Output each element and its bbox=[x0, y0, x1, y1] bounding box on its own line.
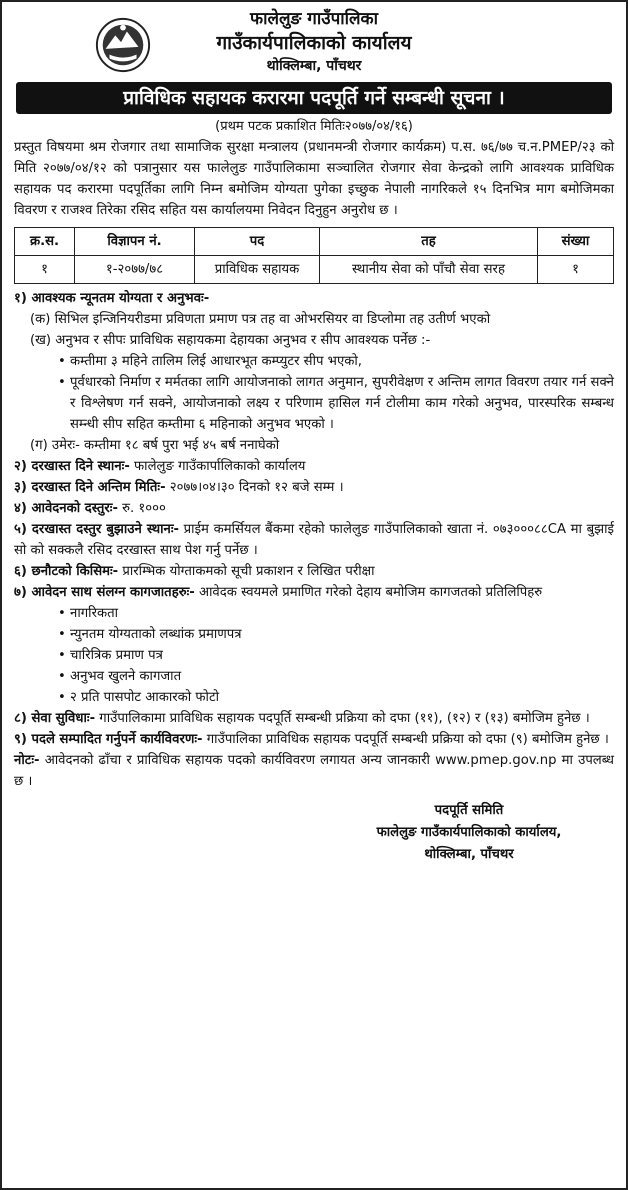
table-cell: १-२०७७/७८ bbox=[75, 255, 195, 283]
list-item: • न्युनतम योग्यताको लब्धांक प्रमाणपत्र bbox=[14, 624, 614, 645]
vacancy-table bbox=[14, 227, 614, 284]
note-text: आवेदनको ढाँचा र प्राविधिक सहायक पदको कार्यविवरण लगायत अन्य जानकारी www.pmep.gov.np मा उपलब्ध छ । bbox=[14, 753, 614, 790]
section-documents bbox=[14, 582, 614, 708]
section-text: गाउँपालिकामा प्राविधिक सहायक पदपूर्ति सम्बन्धी प्रक्रिया को दफा (११), (१२) र (१३) बमोजिम हुनेछ । bbox=[99, 711, 590, 727]
list-item: • अनुभव खुलने कागजात bbox=[14, 666, 614, 687]
section-job-description bbox=[14, 729, 614, 750]
list-item: • पूर्वधारको निर्माण र मर्मतका लागि आयोजनाको लागत अनुमान, सुपरीवेक्षण र अन्तिम लागत विवरण तयार गर्न सक्ने र विश्लेषण गर्न सक्ने, आयोजनाको लक्ष्य र परिणाम हासिल गर्न टोलीमा काम गरेको अनुभव, पारस्परिक सम्बन्ध सम्न्धी सीप सहित कम्तीमा ६ महिनाको अनुभव भएको । bbox=[14, 372, 614, 435]
qualification-ka: (क) सिभिल इन्जिनियरीडमा प्रविणता प्रमाण पत्र तह वा ओभरसियर वा डिप्लोमा तह उतीर्ण भएको bbox=[30, 312, 491, 328]
section-selection bbox=[14, 561, 614, 582]
section-facilities bbox=[14, 708, 614, 729]
signature-block bbox=[14, 800, 614, 866]
table-header-cell: पद bbox=[195, 227, 320, 255]
list-item: • चारित्रिक प्रमाण पत्र bbox=[14, 645, 614, 666]
table-header-cell: संख्या bbox=[538, 227, 614, 255]
section-text: रु. १००० bbox=[122, 501, 166, 517]
list-item: • २ प्रति पासपोट आकारको फोटो bbox=[14, 687, 614, 708]
qualification-kha: (ख) अनुभव र सीपः प्राविधिक सहायकमा देहायका अनुभव र सीप आवश्यक पर्नेछ :- bbox=[30, 333, 431, 349]
list-item: • नागरिकता bbox=[14, 603, 614, 624]
office-address: थोक्लिम्बा, पाँचथर bbox=[266, 58, 362, 74]
section-title: ९) पदले सम्पादित गर्नुपर्ने कार्यविवरणः- bbox=[14, 732, 203, 748]
intro-paragraph: प्रस्तुत विषयमा श्रम रोजगार तथा सामाजिक सुरक्षा मन्त्रालय (प्रधानमन्त्री रोजगार कार्यक्रम) प.स. ७६/७७ च.न.PMEP/२३ को मिति २०७७/०४/१२ को पत्रानुसार यस फालेलुङ गाउँपालिकामा सञ्चालित रोजगार सेवा केन्द्रको लागि आवश्यक प्राविधिक सहायक पद करारमा पदपूर्तिका लागि निम्न बमोजिम योग्यता पुगेका इच्छुक नेपाली नागरिकले १५ दिनभित्र माग बमोजिमका विवरण र राजश्व तिरेका रसिद सहित यस कार्यालयमा निवेदन दिनुहुन अनुरोध छ । bbox=[14, 139, 614, 218]
municipality-name: फालेलुङ गाउँपालिका bbox=[249, 9, 379, 29]
table-row bbox=[15, 255, 614, 283]
signature-address: थोक्लिम्बा, पाँचथर bbox=[424, 847, 514, 863]
section-text: २०७७।०४।३० दिनको १२ बजे सम्म । bbox=[169, 480, 344, 496]
section-fee-payment bbox=[14, 519, 614, 561]
section-text: प्रारम्भिक योग्ताकमको सूची प्रकाशन र लिखित परीक्षा bbox=[122, 564, 375, 580]
section-title: १) आवश्यक न्यूनतम योग्यता र अनुभवः- bbox=[14, 291, 210, 307]
section-text: फालेलुङ गाउँकार्पालिकाको कार्यालय bbox=[134, 459, 306, 475]
note-title: नोटः- bbox=[14, 753, 40, 769]
section-title: ७) आवेदन साथ संलग्न कागजातहरुः- bbox=[14, 585, 195, 601]
section-title: २) दरखास्त दिने स्थानः- bbox=[14, 459, 130, 475]
header bbox=[14, 8, 614, 76]
qualification-ga: (ग) उमेरः- कम्तीमा १८ बर्ष पुरा भई ४५ बर्ष ननाघेको bbox=[30, 438, 280, 454]
nepal-emblem-icon bbox=[94, 16, 152, 74]
section-title: ५) दरखास्त दस्तुर बुझाउने स्थानः- bbox=[14, 522, 179, 538]
note bbox=[14, 750, 614, 792]
section-title: ३) दरखास्त दिने अन्तिम मितिः- bbox=[14, 480, 166, 496]
section-title: ४) आवेदनको दस्तुरः- bbox=[14, 501, 118, 517]
notice-title: प्राविधिक सहायक करारमा पदपूर्ति गर्ने सम्बन्धी सूचना । bbox=[16, 82, 612, 114]
section-deadline bbox=[14, 477, 614, 498]
table-cell: १ bbox=[15, 255, 75, 283]
table-header-cell: क्र.स. bbox=[15, 227, 75, 255]
publish-date: (प्रथम पटक प्रकाशित मितिः२०७७/०४/१६) bbox=[215, 119, 413, 134]
table-cell: स्थानीय सेवा को पाँचौ सेवा सरह bbox=[320, 255, 538, 283]
table-header-row bbox=[15, 227, 614, 255]
list-item: • कम्तीमा ३ महिने तालिम लिई आधारभूत कम्प्युटर सीप भएको, bbox=[14, 351, 614, 372]
table-header-cell: विज्ञापन नं. bbox=[75, 227, 195, 255]
section-fee bbox=[14, 498, 614, 519]
table-header-cell: तह bbox=[320, 227, 538, 255]
section-text: गाउँपालिका प्राविधिक सहायक पदपूर्ति सम्बन्धी प्रक्रिया को दफा (९) बमोजिम हुनेछ । bbox=[206, 732, 609, 748]
table-cell: प्राविधिक सहायक bbox=[195, 255, 320, 283]
section-title: ६) छनौटको किसिमः- bbox=[14, 564, 119, 580]
section-text: प्राईम कमर्सियल बैंकमा रहेको फालेलुङ गाउँपालिकाको खाता नं. ०७३०००८८CA मा बुझाई सो को सक्कलै रसिद दरखास्त साथ पेश गर्नु पर्नेछ । bbox=[14, 522, 614, 559]
signature-committee: पदपूर्ति समिति bbox=[434, 803, 504, 819]
signature-office: फालेलुङ गाउँकार्यपालिकाको कार्यालय, bbox=[376, 825, 562, 841]
section-title: ८) सेवा सुविधाः- bbox=[14, 711, 96, 727]
office-name: गाउँकार्यपालिकाको कार्यालय bbox=[216, 32, 412, 54]
section-qualification bbox=[14, 288, 614, 456]
section-application-place bbox=[14, 456, 614, 477]
table-cell: १ bbox=[538, 255, 614, 283]
section-text: आवेदक स्वयमले प्रमाणित गरेको देहाय बमोजिम कागजतको प्रतिलिपिहरु bbox=[198, 585, 543, 601]
